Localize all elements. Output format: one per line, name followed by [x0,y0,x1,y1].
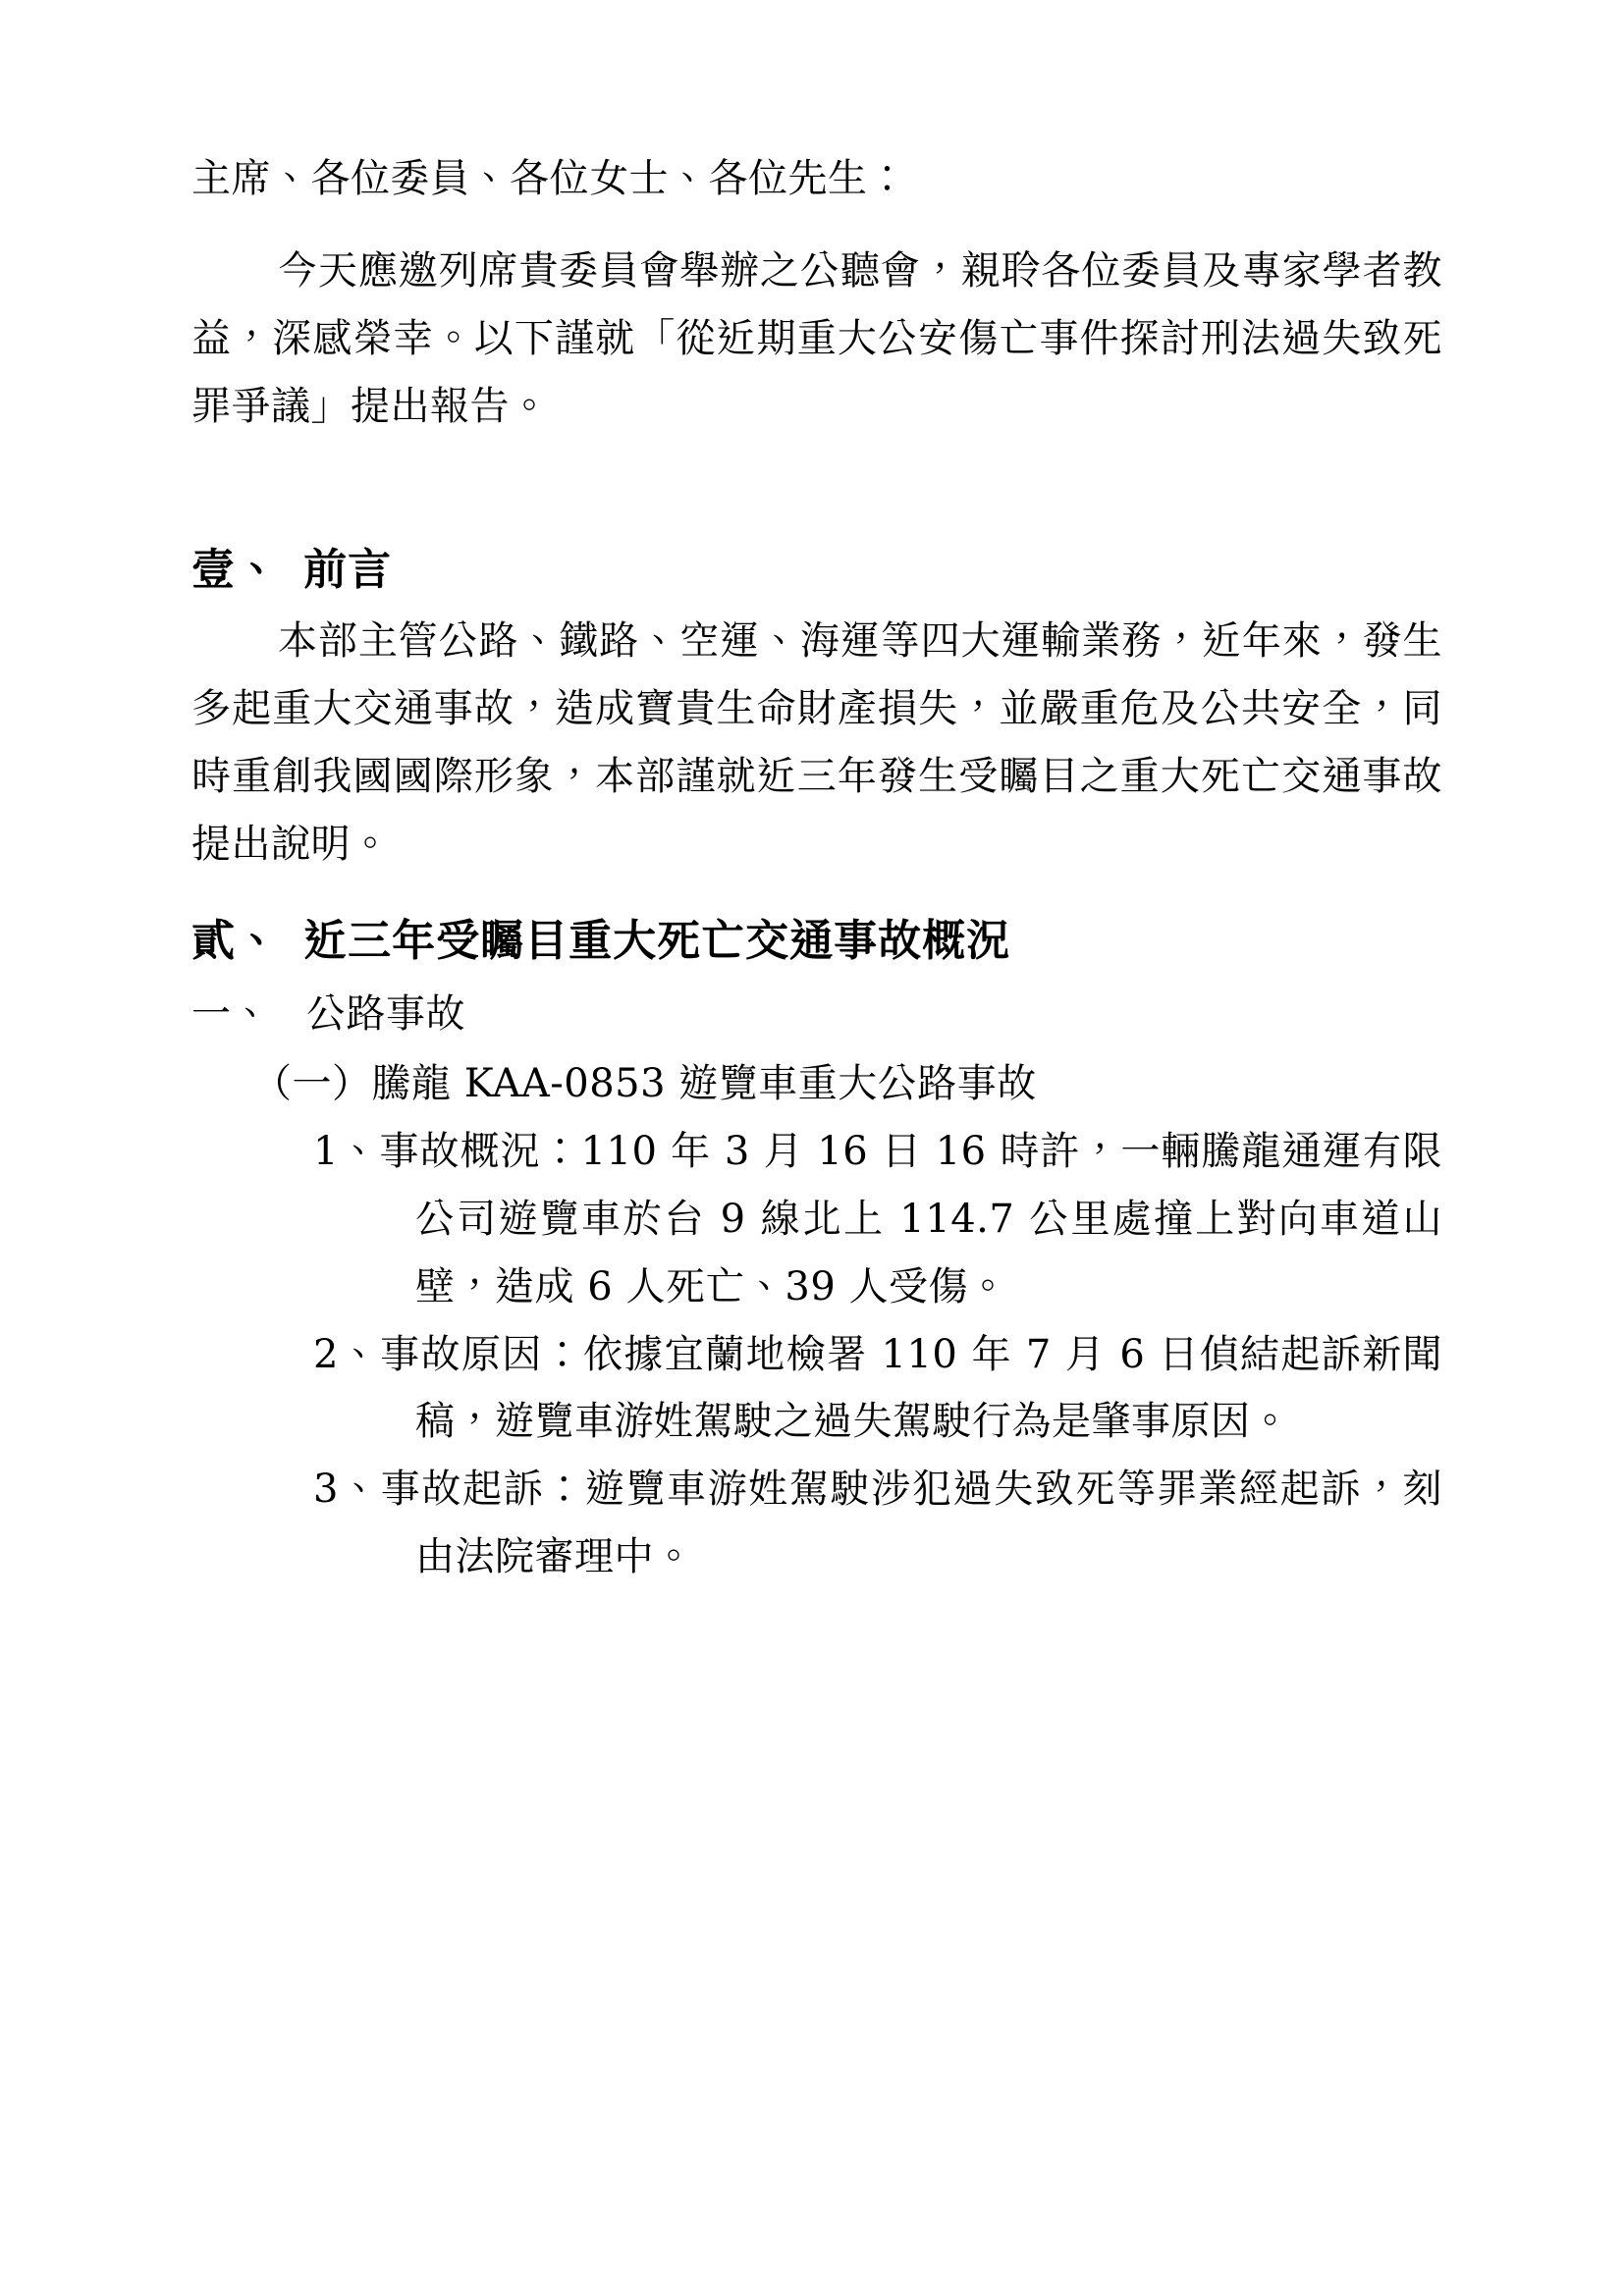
numbered-item-lead: 2、事故原因： [313,1331,583,1377]
section-1-paragraph: 本部主管公路、鐵路、空運、海運等四大運輸業務，近年來，發生多起重大交通事故，造成寶貴生命財產損失，並嚴重危及公共安全，同時重創我國國際形象，本部謹就近三年發生受矚目之重大死亡交通事故提出說明。 [191,618,1442,867]
numbered-item-text: 110 年 3 月 16 日 16 時許，一輛騰龍通運有限公司遊覽車於台 9 線北上 114.7 公里處撞上對向車道山壁，造成 6 人死亡、39 人受傷。 [415,1129,1442,1309]
section-number: 壹、 [191,545,280,596]
numbered-item-text: 遊覽車游姓駕駛涉犯過失致死等罪業經起訴，刻由法院審理中。 [415,1467,1443,1579]
subsection-item-heading: （一）騰龍 KAA-0853 遊覽車重大公路事故 [252,1061,1037,1107]
section-heading-1 [191,534,1442,608]
numbered-item-lead: 3、事故起訴： [313,1467,585,1513]
document-body [191,147,1442,1591]
numbered-item [313,1321,1442,1457]
numbered-item [313,1118,1442,1320]
salutation-line: 主席、各位委員、各位女士、各位先生： [191,156,907,201]
numbered-item [313,1456,1442,1591]
section-title: 近三年受矚目重大死亡交通事故概況 [303,916,1011,967]
opening-paragraph: 今天應邀列席貴委員會舉辦之公聽會，親聆各位委員及專家學者教益，深感榮幸。以下謹就「從近期重大公安傷亡事件探討刑法過失致死罪爭議」提出報告。 [191,248,1442,429]
section-title: 前言 [303,545,393,596]
numbered-item-text: 依據宜蘭地檢署 110 年 7 月 6 日偵結起訴新聞稿，遊覽車游姓駕駛之過失駕駛行為是肇事原因。 [415,1331,1442,1445]
spacer [191,210,1442,238]
spacer [191,440,1442,534]
subsection-number: 一、 [191,991,271,1038]
subsection-title: 公路事故 [306,991,465,1038]
section-heading-2 [191,905,1442,979]
numbered-item-lead: 1、事故概況： [313,1129,581,1175]
subsection-heading [191,979,1442,1049]
spacer [191,878,1442,905]
section-number: 貳、 [191,916,280,967]
